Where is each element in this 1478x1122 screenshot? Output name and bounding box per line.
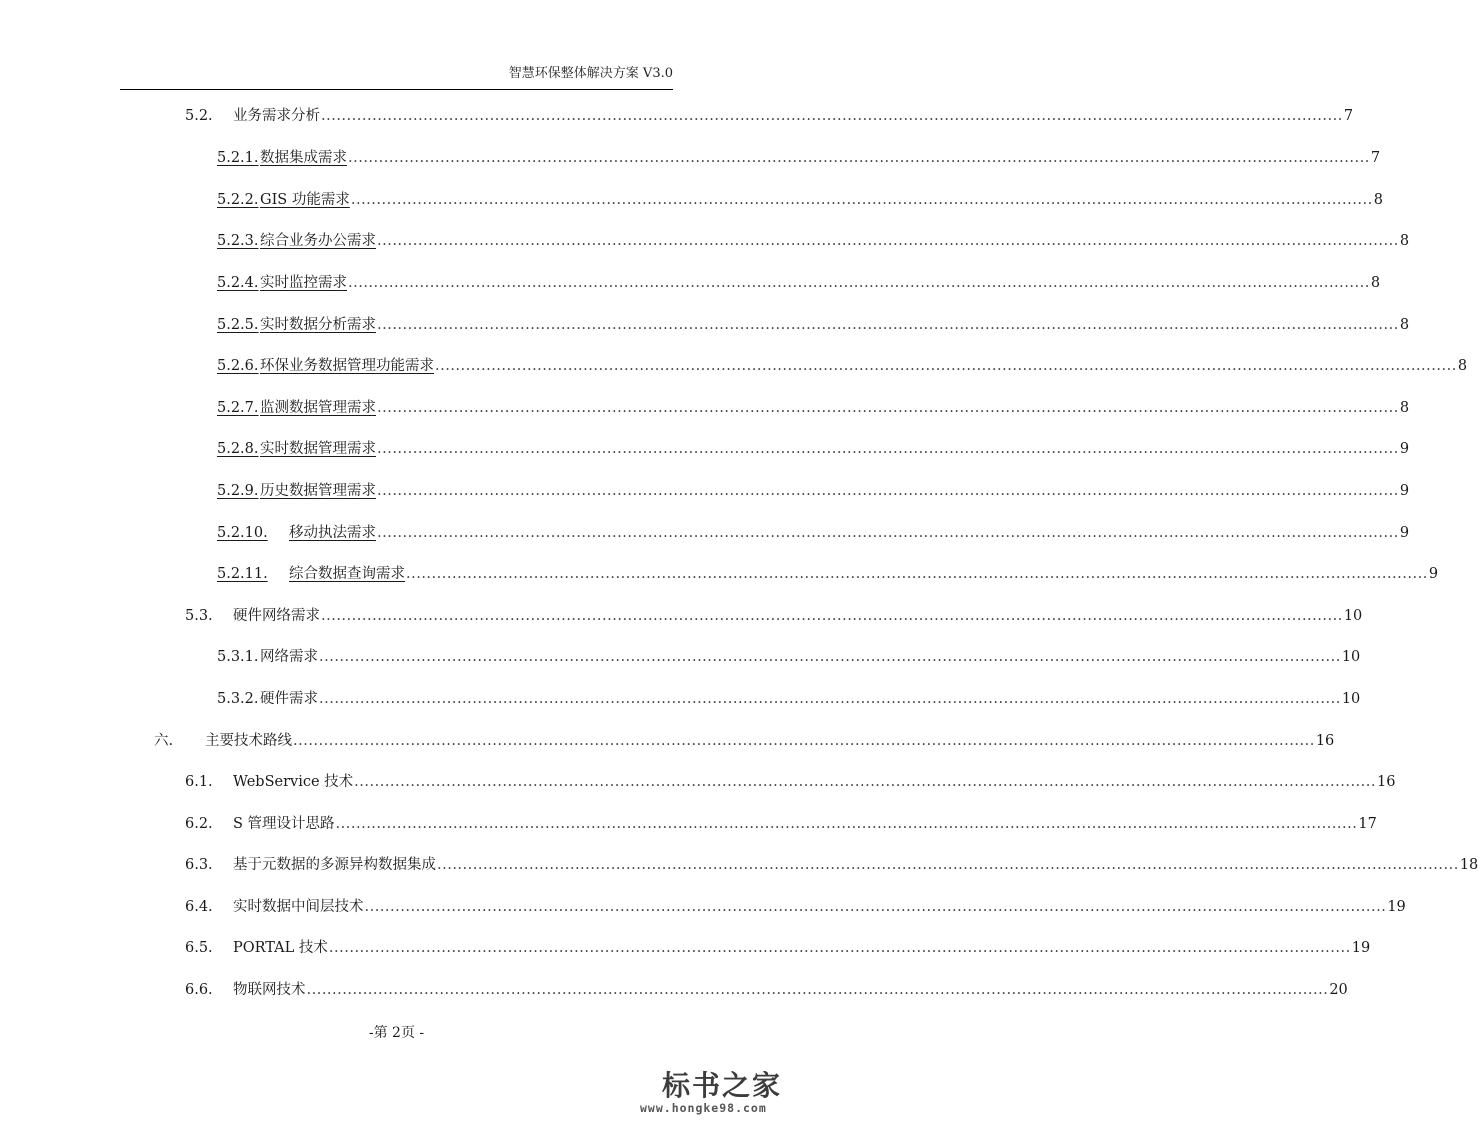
toc-entry-5-2-5[interactable] xyxy=(217,313,1410,333)
toc-dot-leader: ........................................................................................................................................................................................................ xyxy=(306,982,1329,998)
toc-entry-label: 物联网技术 xyxy=(233,982,306,998)
toc-entry-page: 9 xyxy=(1428,566,1439,582)
toc-dot-leader: ........................................................................................................................................................................................................ xyxy=(377,441,1399,457)
toc-entry-chapter-6[interactable] xyxy=(154,729,1335,749)
toc-entry-page: 8 xyxy=(1399,317,1410,333)
toc-dot-leader: ........................................................................................................................................................................................................ xyxy=(293,733,1315,749)
page-number-footer: -第 2页 - xyxy=(368,1025,425,1041)
toc-entry-label: 实时数据分析需求 xyxy=(260,317,376,333)
toc-entry-page: 9 xyxy=(1399,441,1410,457)
toc-entry-page: 10 xyxy=(1341,649,1361,665)
toc-entry-number: 5.2.6. xyxy=(217,358,259,374)
toc-entry-number: 5.2.5. xyxy=(217,317,259,333)
toc-entry-label: 网络需求 xyxy=(260,649,318,665)
watermark-logo xyxy=(640,1060,790,1120)
toc-entry-label: 主要技术路线 xyxy=(205,733,292,749)
toc-entry-page: 17 xyxy=(1358,816,1377,832)
toc-entry-5-2-7[interactable] xyxy=(217,396,1410,416)
toc-entry-number: 5.2.9. xyxy=(217,483,259,499)
toc-dot-leader: ........................................................................................................................................................................................................ xyxy=(321,108,1343,124)
toc-entry-label: GIS 功能需求 xyxy=(260,192,350,208)
toc-entry-label: S 管理设计思路 xyxy=(233,816,335,832)
toc-entry-6-3[interactable] xyxy=(185,853,1478,873)
toc-dot-leader: ........................................................................................................................................................................................................ xyxy=(348,275,1370,291)
toc-entry-label: 综合业务办公需求 xyxy=(260,233,376,249)
toc-dot-leader: ........................................................................................................................................................................................................ xyxy=(406,566,1428,582)
toc-entry-page: 10 xyxy=(1343,608,1363,624)
toc-entry-number: 六. xyxy=(154,733,174,749)
toc-dot-leader: ........................................................................................................................................................................................................ xyxy=(377,317,1399,333)
toc-entry-page: 20 xyxy=(1329,982,1348,998)
toc-entry-5-2-4[interactable] xyxy=(217,271,1381,291)
toc-entry-number: 5.2.11. xyxy=(217,566,268,582)
toc-entry-page: 9 xyxy=(1399,525,1410,541)
toc-entry-label: 综合数据查询需求 xyxy=(289,566,405,582)
toc-entry-number: 5.2. xyxy=(185,108,213,124)
toc-dot-leader: ........................................................................................................................................................................................................ xyxy=(354,774,1376,790)
toc-entry-number: 5.3.2. xyxy=(217,691,259,707)
toc-entry-page: 8 xyxy=(1399,233,1410,249)
toc-entry-label: 实时数据中间层技术 xyxy=(233,899,364,915)
toc-entry-page: 16 xyxy=(1377,774,1396,790)
toc-dot-leader: ........................................................................................................................................................................................................ xyxy=(377,400,1399,416)
toc-entry-5-3-2[interactable] xyxy=(217,687,1361,707)
toc-entry-page: 8 xyxy=(1399,400,1410,416)
toc-dot-leader: ........................................................................................................................................................................................................ xyxy=(328,940,1351,956)
toc-entry-5-3-1[interactable] xyxy=(217,645,1361,665)
toc-entry-number: 5.2.7. xyxy=(217,400,259,416)
toc-entry-6-2[interactable] xyxy=(185,812,1377,832)
toc-dot-leader: ........................................................................................................................................................................................................ xyxy=(377,525,1399,541)
toc-entry-6-6[interactable] xyxy=(185,978,1348,998)
toc-entry-5-2-2[interactable] xyxy=(217,188,1383,208)
toc-entry-5-2[interactable] xyxy=(185,104,1354,124)
toc-entry-page: 8 xyxy=(1370,275,1381,291)
toc-entry-page: 8 xyxy=(1373,192,1383,208)
watermark-url: www.hongke98.com xyxy=(640,1101,767,1115)
toc-dot-leader: ........................................................................................................................................................................................................ xyxy=(437,857,1459,873)
toc-entry-page: 7 xyxy=(1370,150,1381,166)
toc-entry-page: 10 xyxy=(1341,691,1361,707)
toc-entry-label: 硬件网络需求 xyxy=(233,608,320,624)
toc-entry-label: WebService 技术 xyxy=(233,774,354,790)
toc-dot-leader: ........................................................................................................................................................................................................ xyxy=(377,483,1399,499)
toc-entry-5-2-8[interactable] xyxy=(217,437,1410,457)
toc-entry-6-5[interactable] xyxy=(185,936,1371,956)
toc-entry-5-2-1[interactable] xyxy=(217,146,1381,166)
toc-entry-page: 18 xyxy=(1459,857,1478,873)
toc-entry-6-4[interactable] xyxy=(185,895,1406,915)
toc-entry-5-2-3[interactable] xyxy=(217,229,1410,249)
toc-entry-number: 6.5. xyxy=(185,940,213,956)
toc-entry-page: 7 xyxy=(1343,108,1354,124)
toc-entry-5-2-10[interactable] xyxy=(217,521,1410,541)
toc-entry-label: 硬件需求 xyxy=(260,691,318,707)
toc-entry-5-3[interactable] xyxy=(185,604,1363,624)
toc-entry-5-2-9[interactable] xyxy=(217,479,1410,499)
toc-dot-leader: ........................................................................................................................................................................................................ xyxy=(377,233,1399,249)
toc-entry-number: 6.1. xyxy=(185,774,213,790)
toc-entry-label: 实时监控需求 xyxy=(260,275,347,291)
toc-dot-leader: ........................................................................................................................................................................................................ xyxy=(335,816,1358,832)
toc-entry-number: 5.3.1. xyxy=(217,649,259,665)
toc-entry-number: 5.2.2. xyxy=(217,192,259,208)
toc-dot-leader: ........................................................................................................................................................................................................ xyxy=(364,899,1387,915)
toc-dot-leader: ........................................................................................................................................................................................................ xyxy=(319,649,1341,665)
toc-entry-page: 19 xyxy=(1351,940,1371,956)
toc-entry-page: 16 xyxy=(1315,733,1335,749)
toc-entry-page: 19 xyxy=(1387,899,1406,915)
toc-entry-label: 历史数据管理需求 xyxy=(260,483,376,499)
toc-dot-leader: ........................................................................................................................................................................................................ xyxy=(350,192,1373,208)
toc-entry-label: 环保业务数据管理功能需求 xyxy=(260,358,434,374)
toc-dot-leader: ........................................................................................................................................................................................................ xyxy=(435,358,1457,374)
watermark-title: 标书之家 xyxy=(662,1069,783,1102)
toc-entry-5-2-6[interactable] xyxy=(217,354,1468,374)
toc-entry-page: 8 xyxy=(1457,358,1468,374)
toc-entry-label: 移动执法需求 xyxy=(289,525,376,541)
toc-entry-number: 5.2.10. xyxy=(217,525,268,541)
toc-entry-label: 实时数据管理需求 xyxy=(260,441,376,457)
toc-entry-number: 6.4. xyxy=(185,899,213,915)
toc-entry-number: 6.3. xyxy=(185,857,213,873)
toc-entry-number: 6.2. xyxy=(185,816,213,832)
toc-entry-number: 5.2.3. xyxy=(217,233,259,249)
toc-entry-label: 业务需求分析 xyxy=(233,108,320,124)
toc-entry-number: 5.2.8. xyxy=(217,441,259,457)
toc-entry-5-2-11[interactable] xyxy=(217,562,1439,582)
toc-entry-label: PORTAL 技术 xyxy=(233,940,328,956)
toc-entry-number: 5.3. xyxy=(185,608,213,624)
toc-entry-label: 数据集成需求 xyxy=(260,150,347,166)
toc-dot-leader: ........................................................................................................................................................................................................ xyxy=(321,608,1343,624)
toc-dot-leader: ........................................................................................................................................................................................................ xyxy=(319,691,1341,707)
toc-entry-label: 基于元数据的多源异构数据集成 xyxy=(233,857,436,873)
toc-entry-number: 5.2.1. xyxy=(217,150,259,166)
toc-entry-page: 9 xyxy=(1399,483,1410,499)
toc-entry-number: 6.6. xyxy=(185,982,213,998)
toc-entry-label: 监测数据管理需求 xyxy=(260,400,376,416)
toc-entry-6-1[interactable] xyxy=(185,770,1396,790)
toc-entry-number: 5.2.4. xyxy=(217,275,259,291)
toc-dot-leader: ........................................................................................................................................................................................................ xyxy=(348,150,1370,166)
document-header-title: 智慧环保整体解决方案 V3.0 xyxy=(508,66,673,81)
